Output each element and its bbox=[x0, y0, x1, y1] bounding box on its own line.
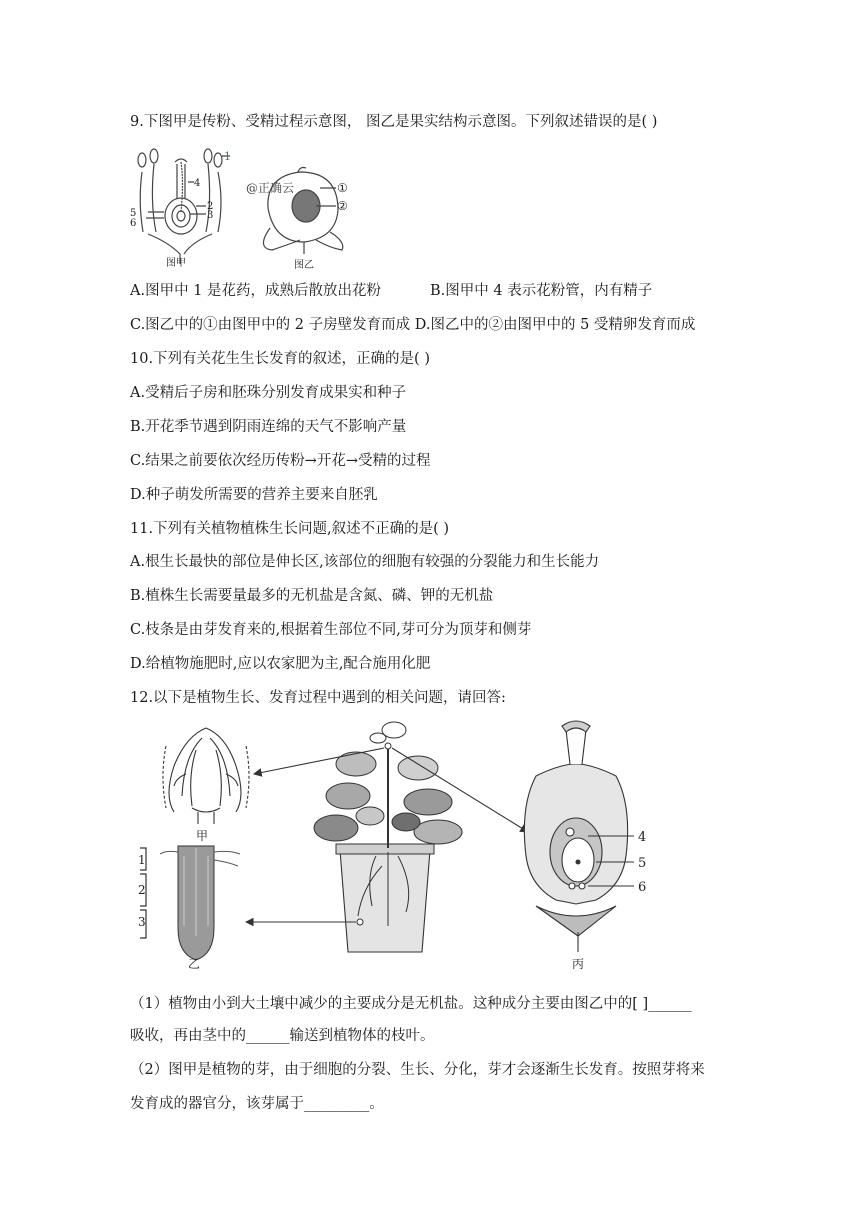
figure-jia-caption: 图甲 bbox=[166, 258, 186, 269]
pistil-illustration bbox=[524, 721, 634, 952]
q11-option-d: D.给植物施肥时,应以农家肥为主,配合施用化肥 bbox=[130, 656, 431, 672]
figure-yi-label: 乙 bbox=[188, 957, 201, 971]
q12-sub2-line1: （2）图甲是植物的芽，由于细胞的分裂、生长、分化，芽才会逐渐生长发育。按照芽将来 bbox=[130, 1062, 705, 1078]
q11-option-a: A.根生长最快的部位是伸长区,该部位的细胞有较强的分裂能力和生长能力 bbox=[130, 554, 600, 570]
yi-label-2: ② bbox=[337, 199, 348, 213]
bud-illustration bbox=[163, 728, 249, 824]
q10-option-a: A.受精后子房和胚珠分别发育成果实和种子 bbox=[130, 385, 407, 401]
jia-label-4: 4 bbox=[194, 178, 201, 189]
figure-plant-growth-diagram bbox=[126, 716, 686, 972]
jia-label-2: 2 bbox=[207, 201, 214, 212]
pistil-label-6: 6 bbox=[638, 880, 647, 895]
q12-stem: 12.以下是植物生长、发育过程中遇到的相关问题，请回答: bbox=[130, 690, 506, 706]
q10-stem: 10.下列有关花生生长发育的叙述，正确的是( ) bbox=[130, 351, 430, 367]
figure-jia-label: 甲 bbox=[196, 829, 209, 843]
watermark: @正确云 bbox=[246, 181, 295, 195]
q12-sub2-line2: 发育成的器官分，该芽属于_________。 bbox=[130, 1096, 384, 1112]
q12-sub1-line2: 吸收，再由茎中的______输送到植物体的枝叶。 bbox=[130, 1028, 435, 1044]
q12-sub1-line1: （1）植物由小到大土壤中减少的主要成分是无机盐。这种成分主要由图乙中的[ ]______ bbox=[130, 996, 692, 1012]
q11-stem: 11.下列有关植物植株生长问题,叙述不正确的是( ) bbox=[130, 521, 450, 537]
q9-option-a bbox=[130, 281, 381, 301]
q9-option-b: B.图甲中 4 表示花粉管，内有精子 bbox=[430, 283, 653, 299]
jia-label-5: 5 bbox=[130, 208, 137, 219]
q10-option-d: D.种子萌发所需要的营养主要来自胚乳 bbox=[130, 487, 378, 503]
potted-plant-illustration bbox=[314, 722, 462, 952]
q11-option-c: C.枝条是由芽发育来的,根据着生部位不同,芽可分为顶芽和侧芽 bbox=[130, 622, 532, 638]
figure-yi-caption: 图乙 bbox=[294, 260, 314, 271]
q10-option-c: C.结果之前要依次经历传粉→开花→受精的过程 bbox=[130, 453, 431, 469]
root-label-1: 1 bbox=[138, 853, 146, 867]
jia-label-1: 1 bbox=[224, 150, 231, 163]
root-label-2: 2 bbox=[138, 883, 146, 897]
root-tip-illustration bbox=[160, 846, 240, 960]
pistil-label-5: 5 bbox=[638, 856, 647, 871]
root-label-3: 3 bbox=[138, 915, 146, 929]
pistil-label-4: 4 bbox=[638, 830, 647, 845]
figure-pollination-diagram bbox=[128, 142, 238, 272]
q9-option-a-text: A.图甲中 1 是花药，成熟后散放出花粉 bbox=[130, 283, 382, 299]
q9-option-c-d: C.图乙中的①由图甲中的 2 子房壁发育而成 D.图乙中的②由图甲中的 5 受精卵发育而成 bbox=[130, 317, 696, 333]
figure-fruit-diagram bbox=[246, 158, 356, 272]
jia-label-3: 3 bbox=[207, 210, 214, 221]
yi-label-1: ① bbox=[337, 181, 348, 195]
jia-label-6: 6 bbox=[130, 218, 137, 229]
q9-stem: 9.下图甲是传粉、受精过程示意图， 图乙是果实结构示意图。下列叙述错误的是( ) bbox=[130, 114, 658, 130]
q10-option-b: B.开花季节遇到阴雨连绵的天气不影响产量 bbox=[130, 419, 407, 435]
figure-bing-label: 丙 bbox=[572, 957, 585, 971]
q11-option-b: B.植株生长需要量最多的无机盐是含氮、磷、钾的无机盐 bbox=[130, 588, 494, 604]
